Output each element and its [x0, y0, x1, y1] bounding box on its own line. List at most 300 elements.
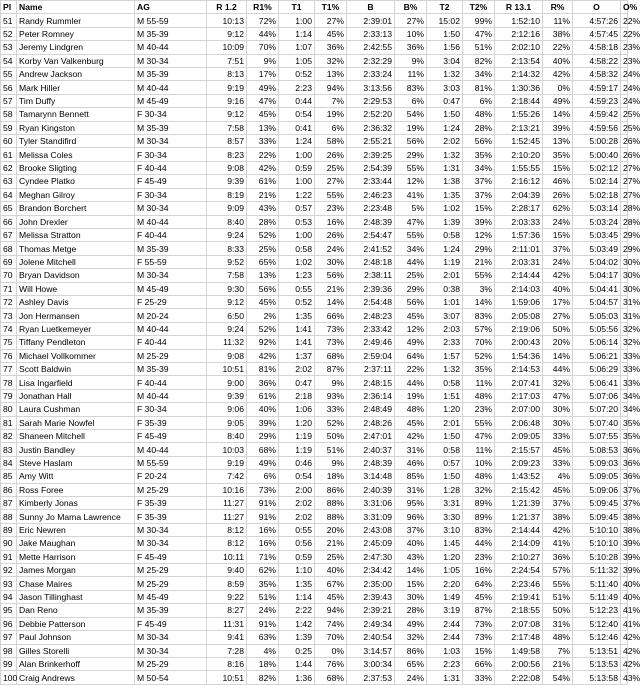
cell-o: 5:09:45	[573, 497, 621, 510]
cell-t1pct: 45%	[315, 27, 347, 40]
cell-bpct: 12%	[395, 322, 427, 335]
table-row	[1, 362, 628, 375]
table-row	[1, 604, 628, 617]
cell-r12: 11:31	[207, 617, 247, 630]
cell-r131: 2:10:20	[495, 148, 543, 161]
cell-b: 2:48:18	[347, 255, 395, 268]
column-header-ag: AG	[135, 1, 207, 14]
cell-r12: 7:28	[207, 644, 247, 657]
cell-b: 2:39:43	[347, 590, 395, 603]
table-row	[1, 27, 628, 40]
cell-bpct: 14%	[395, 564, 427, 577]
cell-pl: 51	[1, 14, 17, 27]
cell-t2pct: 89%	[463, 510, 495, 523]
cell-o: 5:02:18	[573, 188, 621, 201]
cell-r1pct: 65%	[247, 255, 279, 268]
cell-name: Jeremy Lindgren	[17, 41, 135, 54]
cell-rpct: 40%	[543, 54, 573, 67]
cell-pl: 63	[1, 175, 17, 188]
cell-t2: 1:56	[427, 41, 463, 54]
cell-pl: 61	[1, 148, 17, 161]
cell-name: Randy Rummler	[17, 14, 135, 27]
cell-o: 5:07:40	[573, 416, 621, 429]
cell-r131: 2:14:09	[495, 537, 543, 550]
cell-t2pct: 37%	[463, 188, 495, 201]
cell-t1pct: 56%	[315, 269, 347, 282]
cell-rpct: 21%	[543, 657, 573, 670]
cell-r12: 10:11	[207, 550, 247, 563]
cell-r131: 2:04:39	[495, 188, 543, 201]
table-row	[1, 617, 628, 630]
cell-r131: 2:23:46	[495, 577, 543, 590]
cell-b: 2:42:55	[347, 41, 395, 54]
cell-ag: M 40-44	[135, 215, 207, 228]
cell-t2pct: 51%	[463, 41, 495, 54]
cell-t1pct: 68%	[315, 671, 347, 684]
cell-t1pct: 32%	[315, 54, 347, 67]
cell-name: Jolene Mitchell	[17, 255, 135, 268]
cell-t2pct: 55%	[463, 416, 495, 429]
cell-bpct: 31%	[395, 483, 427, 496]
cell-r12: 9:16	[207, 94, 247, 107]
cell-o: 4:57:45	[573, 27, 621, 40]
cell-pl: 56	[1, 81, 17, 94]
table-row	[1, 590, 628, 603]
cell-r1pct: 2%	[247, 309, 279, 322]
cell-r12: 9:12	[207, 108, 247, 121]
cell-r131: 2:13:21	[495, 121, 543, 134]
cell-ag: M 40-44	[135, 443, 207, 456]
cell-r131: 2:15:57	[495, 443, 543, 456]
cell-b: 2:54:39	[347, 161, 395, 174]
cell-t2pct: 44%	[463, 537, 495, 550]
cell-ag: F 35-39	[135, 497, 207, 510]
cell-o: 5:02:12	[573, 161, 621, 174]
cell-name: Ross Foree	[17, 483, 135, 496]
cell-t1: 1:20	[279, 416, 315, 429]
cell-ag: M 35-39	[135, 68, 207, 81]
cell-rpct: 41%	[543, 537, 573, 550]
cell-t1: 0:46	[279, 456, 315, 469]
cell-ag: M 40-44	[135, 41, 207, 54]
cell-rpct: 15%	[543, 228, 573, 241]
cell-pl: 78	[1, 376, 17, 389]
cell-bpct: 32%	[395, 631, 427, 644]
cell-r12: 9:52	[207, 255, 247, 268]
table-row	[1, 483, 628, 496]
cell-o: 5:07:06	[573, 389, 621, 402]
cell-b: 2:48:49	[347, 403, 395, 416]
cell-r12: 8:59	[207, 577, 247, 590]
cell-name: Meghan Gilroy	[17, 188, 135, 201]
cell-ag: M 30-34	[135, 537, 207, 550]
cell-r131: 1:49:58	[495, 644, 543, 657]
cell-rpct: 40%	[543, 282, 573, 295]
cell-pl: 88	[1, 510, 17, 523]
cell-bpct: 12%	[395, 175, 427, 188]
cell-t2pct: 45%	[463, 590, 495, 603]
cell-name: Sarah Marie Nowfel	[17, 416, 135, 429]
cell-name: Tamarynn Bennett	[17, 108, 135, 121]
cell-o: 5:11:40	[573, 577, 621, 590]
cell-o: 5:03:24	[573, 215, 621, 228]
cell-rpct: 32%	[543, 376, 573, 389]
cell-r131: 2:19:41	[495, 590, 543, 603]
cell-o: 4:59:56	[573, 121, 621, 134]
cell-t1pct: 9%	[315, 456, 347, 469]
cell-r131: 1:54:36	[495, 349, 543, 362]
cell-bpct: 36%	[395, 41, 427, 54]
cell-rpct: 54%	[543, 671, 573, 684]
cell-t2: 2:01	[427, 269, 463, 282]
cell-t1pct: 23%	[315, 202, 347, 215]
cell-ag: F 35-39	[135, 510, 207, 523]
cell-bpct: 86%	[395, 644, 427, 657]
table-row	[1, 269, 628, 282]
cell-opct: 23%	[621, 54, 628, 67]
cell-t2: 1:57	[427, 349, 463, 362]
table-row	[1, 68, 628, 81]
cell-r131: 1:21:39	[495, 497, 543, 510]
cell-ag: M 25-29	[135, 483, 207, 496]
cell-b: 2:43:08	[347, 523, 395, 536]
cell-bpct: 29%	[395, 282, 427, 295]
cell-r12: 9:05	[207, 416, 247, 429]
cell-opct: 30%	[621, 282, 628, 295]
cell-t2pct: 34%	[463, 161, 495, 174]
cell-r131: 2:22:08	[495, 671, 543, 684]
cell-t2: 1:50	[427, 108, 463, 121]
cell-t1pct: 18%	[315, 470, 347, 483]
cell-t2: 1:01	[427, 295, 463, 308]
cell-t1: 0:59	[279, 550, 315, 563]
cell-name: Jake Maughan	[17, 537, 135, 550]
cell-rpct: 45%	[543, 483, 573, 496]
cell-name: Amy Witt	[17, 470, 135, 483]
cell-opct: 35%	[621, 416, 628, 429]
cell-name: Chase Maires	[17, 577, 135, 590]
cell-ag: F 40-44	[135, 336, 207, 349]
cell-r1pct: 13%	[247, 269, 279, 282]
cell-b: 2:52:20	[347, 108, 395, 121]
cell-o: 5:10:28	[573, 550, 621, 563]
cell-opct: 24%	[621, 94, 628, 107]
cell-r12: 8:33	[207, 242, 247, 255]
cell-t1: 0:41	[279, 121, 315, 134]
cell-t1pct: 14%	[315, 295, 347, 308]
cell-r1pct: 6%	[247, 470, 279, 483]
column-header-o: O	[573, 1, 621, 14]
cell-t1: 1:10	[279, 564, 315, 577]
cell-rpct: 51%	[543, 590, 573, 603]
table-row	[1, 14, 628, 27]
cell-name: Melissa Stratton	[17, 228, 135, 241]
cell-t2: 1:20	[427, 550, 463, 563]
table-row	[1, 657, 628, 670]
cell-rpct: 50%	[543, 322, 573, 335]
cell-r1pct: 4%	[247, 644, 279, 657]
cell-rpct: 46%	[543, 175, 573, 188]
cell-t2: 2:20	[427, 577, 463, 590]
cell-t2: 1:31	[427, 671, 463, 684]
cell-ag: M 30-34	[135, 644, 207, 657]
cell-t2: 1:38	[427, 175, 463, 188]
column-header-r12: R 1.2	[207, 1, 247, 14]
cell-rpct: 42%	[543, 68, 573, 81]
cell-r12: 8:57	[207, 135, 247, 148]
cell-bpct: 42%	[395, 430, 427, 443]
cell-o: 5:06:21	[573, 349, 621, 362]
cell-r131: 2:15:42	[495, 483, 543, 496]
cell-r131: 2:17:03	[495, 389, 543, 402]
cell-r131: 2:14:44	[495, 523, 543, 536]
cell-t2: 1:51	[427, 389, 463, 402]
cell-t1: 0:53	[279, 215, 315, 228]
cell-r12: 9:19	[207, 456, 247, 469]
cell-r131: 2:10:27	[495, 550, 543, 563]
cell-rpct: 38%	[543, 27, 573, 40]
cell-t1: 1:00	[279, 175, 315, 188]
cell-opct: 38%	[621, 523, 628, 536]
cell-pl: 80	[1, 403, 17, 416]
cell-b: 2:37:11	[347, 362, 395, 375]
cell-ag: M 25-29	[135, 564, 207, 577]
cell-t2: 3:07	[427, 309, 463, 322]
cell-t2: 1:20	[427, 403, 463, 416]
cell-ag: M 25-29	[135, 577, 207, 590]
cell-r12: 7:58	[207, 121, 247, 134]
cell-pl: 76	[1, 349, 17, 362]
cell-t2: 1:19	[427, 255, 463, 268]
cell-rpct: 0%	[543, 81, 573, 94]
cell-rpct: 15%	[543, 161, 573, 174]
cell-t1: 1:19	[279, 430, 315, 443]
cell-pl: 57	[1, 94, 17, 107]
cell-pl: 79	[1, 389, 17, 402]
cell-o: 5:02:14	[573, 175, 621, 188]
table-row	[1, 282, 628, 295]
cell-t2pct: 35%	[463, 362, 495, 375]
cell-b: 3:14:48	[347, 470, 395, 483]
cell-r1pct: 82%	[247, 671, 279, 684]
cell-pl: 53	[1, 41, 17, 54]
cell-rpct: 38%	[543, 510, 573, 523]
cell-o: 5:04:17	[573, 269, 621, 282]
cell-o: 4:59:17	[573, 81, 621, 94]
cell-t2: 1:24	[427, 242, 463, 255]
cell-t2pct: 70%	[463, 336, 495, 349]
cell-t1: 0:25	[279, 644, 315, 657]
cell-r1pct: 21%	[247, 188, 279, 201]
cell-t1pct: 93%	[315, 389, 347, 402]
cell-opct: 34%	[621, 389, 628, 402]
cell-r1pct: 70%	[247, 41, 279, 54]
cell-pl: 84	[1, 456, 17, 469]
cell-bpct: 64%	[395, 349, 427, 362]
cell-r1pct: 18%	[247, 657, 279, 670]
table-row	[1, 188, 628, 201]
cell-t1pct: 86%	[315, 483, 347, 496]
cell-t2pct: 32%	[463, 483, 495, 496]
cell-name: Bryan Davidson	[17, 269, 135, 282]
cell-r131: 2:16:12	[495, 175, 543, 188]
cell-b: 2:39:25	[347, 148, 395, 161]
cell-rpct: 30%	[543, 416, 573, 429]
cell-name: Cyndee Platko	[17, 175, 135, 188]
cell-bpct: 29%	[395, 148, 427, 161]
cell-name: Ryan Kingston	[17, 121, 135, 134]
cell-r12: 9:39	[207, 175, 247, 188]
cell-t2: 1:50	[427, 27, 463, 40]
cell-t1pct: 36%	[315, 41, 347, 54]
cell-o: 5:13:58	[573, 671, 621, 684]
cell-opct: 37%	[621, 483, 628, 496]
cell-bpct: 5%	[395, 202, 427, 215]
cell-name: Steve Haslam	[17, 456, 135, 469]
cell-o: 5:04:57	[573, 295, 621, 308]
cell-opct: 33%	[621, 362, 628, 375]
cell-r1pct: 16%	[247, 537, 279, 550]
cell-opct: 36%	[621, 443, 628, 456]
cell-t1pct: 74%	[315, 617, 347, 630]
cell-ag: F 25-29	[135, 295, 207, 308]
cell-r12: 8:27	[207, 604, 247, 617]
cell-r131: 2:03:33	[495, 215, 543, 228]
cell-bpct: 49%	[395, 336, 427, 349]
cell-o: 5:11:49	[573, 590, 621, 603]
cell-bpct: 9%	[395, 54, 427, 67]
cell-t2pct: 57%	[463, 322, 495, 335]
cell-t2: 3:30	[427, 510, 463, 523]
cell-r12: 9:09	[207, 202, 247, 215]
cell-o: 5:04:02	[573, 255, 621, 268]
cell-t2pct: 73%	[463, 617, 495, 630]
table-row	[1, 470, 628, 483]
cell-bpct: 28%	[395, 604, 427, 617]
cell-b: 2:36:14	[347, 389, 395, 402]
cell-t1: 0:47	[279, 376, 315, 389]
cell-pl: 55	[1, 68, 17, 81]
column-header-pl: Pl	[1, 1, 17, 14]
cell-r12: 7:51	[207, 54, 247, 67]
cell-bpct: 22%	[395, 362, 427, 375]
cell-b: 2:39:01	[347, 14, 395, 27]
cell-t2pct: 3%	[463, 282, 495, 295]
cell-b: 2:39:21	[347, 604, 395, 617]
cell-opct: 41%	[621, 617, 628, 630]
cell-o: 4:58:32	[573, 68, 621, 81]
cell-opct: 43%	[621, 671, 628, 684]
cell-name: Paul Johnson	[17, 631, 135, 644]
cell-b: 2:49:46	[347, 336, 395, 349]
cell-r1pct: 72%	[247, 14, 279, 27]
cell-o: 5:12:23	[573, 604, 621, 617]
cell-t1pct: 94%	[315, 81, 347, 94]
cell-o: 5:13:51	[573, 644, 621, 657]
cell-ag: F 45-49	[135, 550, 207, 563]
column-header-t2: T2	[427, 1, 463, 14]
cell-b: 2:55:21	[347, 135, 395, 148]
cell-r1pct: 91%	[247, 497, 279, 510]
cell-t2pct: 47%	[463, 430, 495, 443]
cell-pl: 81	[1, 416, 17, 429]
cell-t2: 1:05	[427, 564, 463, 577]
cell-b: 2:32:29	[347, 54, 395, 67]
cell-t1: 1:37	[279, 349, 315, 362]
cell-name: Jon Hermansen	[17, 309, 135, 322]
cell-opct: 28%	[621, 202, 628, 215]
cell-opct: 30%	[621, 255, 628, 268]
cell-opct: 32%	[621, 322, 628, 335]
cell-b: 2:33:24	[347, 68, 395, 81]
cell-rpct: 20%	[543, 336, 573, 349]
cell-t1pct: 21%	[315, 537, 347, 550]
cell-bpct: 27%	[395, 14, 427, 27]
cell-ag: M 50-54	[135, 671, 207, 684]
cell-name: Melissa Coles	[17, 148, 135, 161]
cell-t1: 0:54	[279, 470, 315, 483]
cell-b: 2:40:39	[347, 483, 395, 496]
cell-rpct: 14%	[543, 108, 573, 121]
cell-r12: 11:27	[207, 510, 247, 523]
cell-t2pct: 55%	[463, 269, 495, 282]
cell-t1: 0:59	[279, 161, 315, 174]
cell-t1pct: 30%	[315, 255, 347, 268]
cell-r12: 9:22	[207, 590, 247, 603]
cell-b: 2:48:15	[347, 376, 395, 389]
cell-ag: M 35-39	[135, 121, 207, 134]
cell-opct: 31%	[621, 295, 628, 308]
column-header-r131: R 13.1	[495, 1, 543, 14]
cell-ag: M 55-59	[135, 14, 207, 27]
column-header-t1: T1	[279, 1, 315, 14]
cell-t1: 2:02	[279, 497, 315, 510]
cell-bpct: 55%	[395, 161, 427, 174]
cell-r131: 2:00:43	[495, 336, 543, 349]
cell-pl: 70	[1, 269, 17, 282]
cell-r131: 1:59:06	[495, 295, 543, 308]
cell-name: Justin Bandley	[17, 443, 135, 456]
cell-r1pct: 39%	[247, 416, 279, 429]
cell-r1pct: 16%	[247, 523, 279, 536]
cell-pl: 96	[1, 617, 17, 630]
cell-bpct: 19%	[395, 121, 427, 134]
cell-name: Mette Harrison	[17, 550, 135, 563]
cell-t2: 2:03	[427, 322, 463, 335]
cell-t1: 1:35	[279, 309, 315, 322]
cell-t2pct: 15%	[463, 202, 495, 215]
cell-r1pct: 9%	[247, 54, 279, 67]
cell-t2: 2:23	[427, 657, 463, 670]
cell-t1pct: 33%	[315, 403, 347, 416]
cell-name: Tim Duffy	[17, 94, 135, 107]
cell-rpct: 62%	[543, 202, 573, 215]
cell-r1pct: 49%	[247, 81, 279, 94]
cell-bpct: 41%	[395, 188, 427, 201]
table-row	[1, 41, 628, 54]
table-row	[1, 443, 628, 456]
cell-r12: 6:50	[207, 309, 247, 322]
cell-t2pct: 15%	[463, 644, 495, 657]
cell-ag: F 45-49	[135, 430, 207, 443]
cell-t2pct: 21%	[463, 255, 495, 268]
cell-name: Andrew Jackson	[17, 68, 135, 81]
cell-t2: 1:50	[427, 430, 463, 443]
cell-o: 5:10:10	[573, 537, 621, 550]
cell-t1: 1:44	[279, 657, 315, 670]
cell-t2pct: 28%	[463, 121, 495, 134]
cell-pl: 60	[1, 135, 17, 148]
